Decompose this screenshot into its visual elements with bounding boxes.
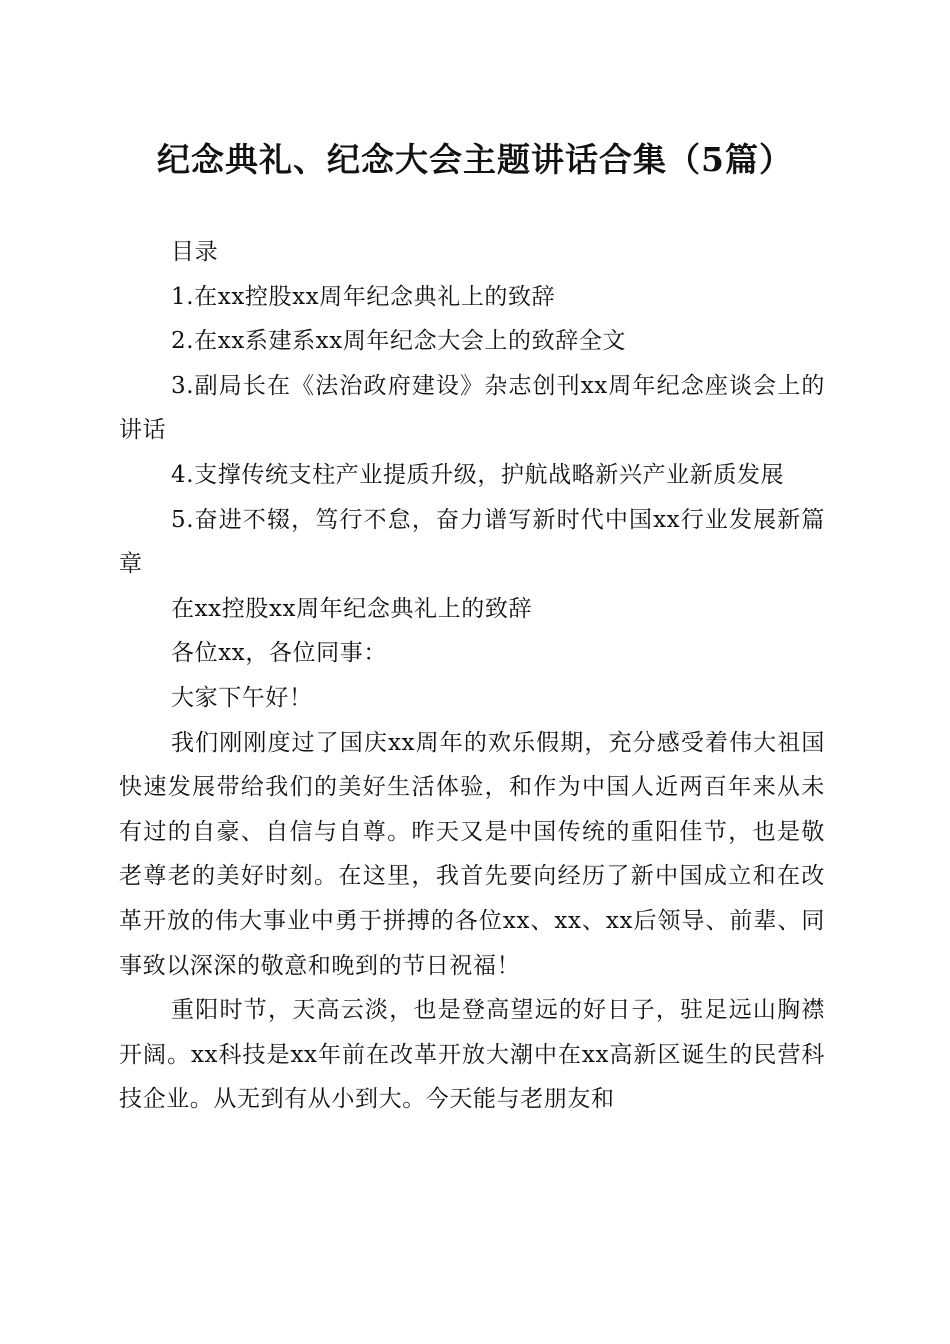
greeting: 大家下午好！ bbox=[171, 684, 313, 711]
toc-item-3: 3.副局长在《法治政府建设》杂志创刊xx周年纪念座谈会上的讲话 bbox=[119, 372, 825, 444]
toc-item-2: 2.在xx系建系xx周年纪念大会上的致辞全文 bbox=[171, 328, 627, 355]
body-paragraph-1: 我们刚刚度过了国庆xx周年的欢乐假期，充分感受着伟大祖国快速发展带给我们的美好生活体验，和作为中国人近两百年来从未有过的自豪、自信与自尊。昨天又是中国传统的重阳佳节，也是敬老尊老的美好时刻。在这里，我首先要向经历了新中国成立和在改革开放的伟大事业中勇于拼搏的各位xx、xx、xx后领导、前辈、同事致以深深的敬意和晚到的节日祝福！ bbox=[119, 729, 825, 979]
salutation: 各位xx，各位同事： bbox=[171, 640, 387, 667]
toc-item-1: 1.在xx控股xx周年纪念典礼上的致辞 bbox=[171, 283, 556, 310]
document-body bbox=[119, 230, 825, 1122]
toc-item-4: 4.支撑传统支柱产业提质升级，护航战略新兴产业新质发展 bbox=[171, 461, 785, 488]
section-title: 在xx控股xx周年纪念典礼上的致辞 bbox=[171, 595, 533, 622]
document-title: 纪念典礼、纪念大会主题讲话合集（5篇） bbox=[157, 140, 793, 179]
toc-item-5: 5.奋进不辍，笃行不怠，奋力谱写新时代中国xx行业发展新篇章 bbox=[119, 506, 825, 578]
toc-heading: 目录 bbox=[171, 239, 219, 265]
body-paragraph-2: 重阳时节，天高云淡，也是登高望远的好日子，驻足远山胸襟开阔。xx科技是xx年前在改革开放大潮中在xx高新区诞生的民营科技企业。从无到有从小到大。今天能与老朋友和 bbox=[119, 997, 825, 1113]
